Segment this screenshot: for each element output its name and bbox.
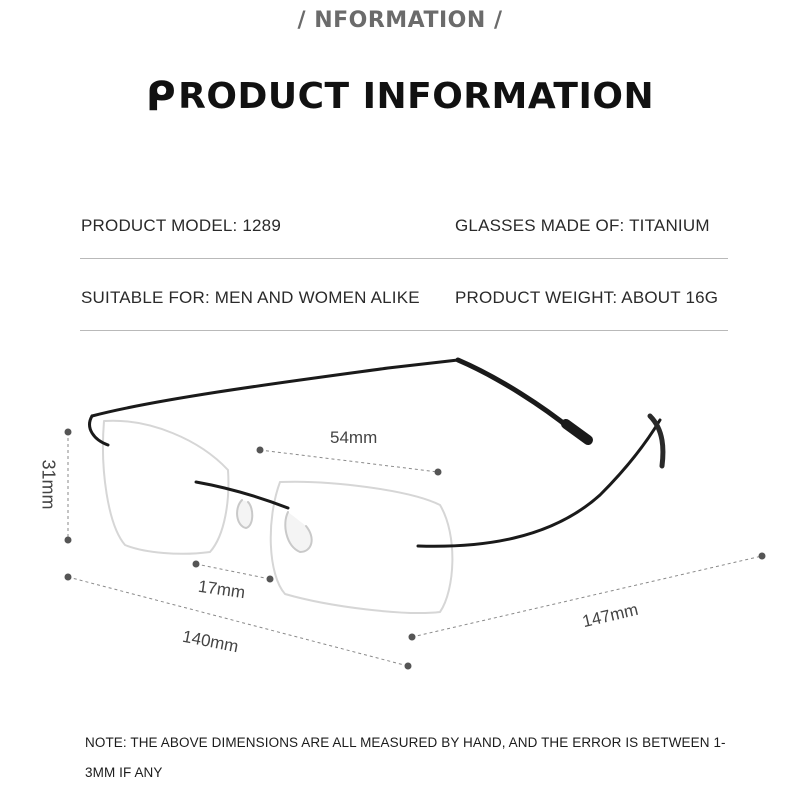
spec-suitable-for: SUITABLE FOR: MEN AND WOMEN ALIKE [81,288,420,307]
near-temple-arm [418,420,660,546]
far-temple-arm [92,360,458,416]
far-temple-end [566,424,588,440]
page-title-text: RODUCT INFORMATION [178,76,655,117]
glasses-frame [90,360,663,613]
glasses-illustration [0,330,800,690]
dimension-lens-height: 31mm [38,459,59,510]
far-temple-tip [458,360,572,430]
near-temple-tip [650,416,663,466]
dimension-temple-length: 147mm [580,599,640,632]
dimension-frame-width: 140mm [180,626,241,657]
bridge-guide [196,564,270,579]
section-label: / NFORMATION / [297,8,503,33]
dimension-bridge: 17mm [196,576,247,603]
spec-row-1 [80,192,728,259]
left-nose-pad [237,500,252,528]
measurement-note: NOTE: THE ABOVE DIMENSIONS ARE ALL MEASURED BY HAND, AND THE ERROR IS BETWEEN 1-3MM IF ANY [85,735,726,780]
spec-material: GLASSES MADE OF: TITANIUM [455,216,710,235]
left-lens [103,421,228,554]
spec-product-model: PRODUCT MODEL: 1289 [81,216,281,235]
stylized-p-logo-icon: ᑭ [145,74,177,120]
spec-weight: PRODUCT WEIGHT: ABOUT 16G [455,288,719,307]
dimension-lens-width: 54mm [330,428,378,447]
spec-row-2 [80,264,728,331]
page-title [0,74,800,120]
lens-width-guide [260,450,438,472]
